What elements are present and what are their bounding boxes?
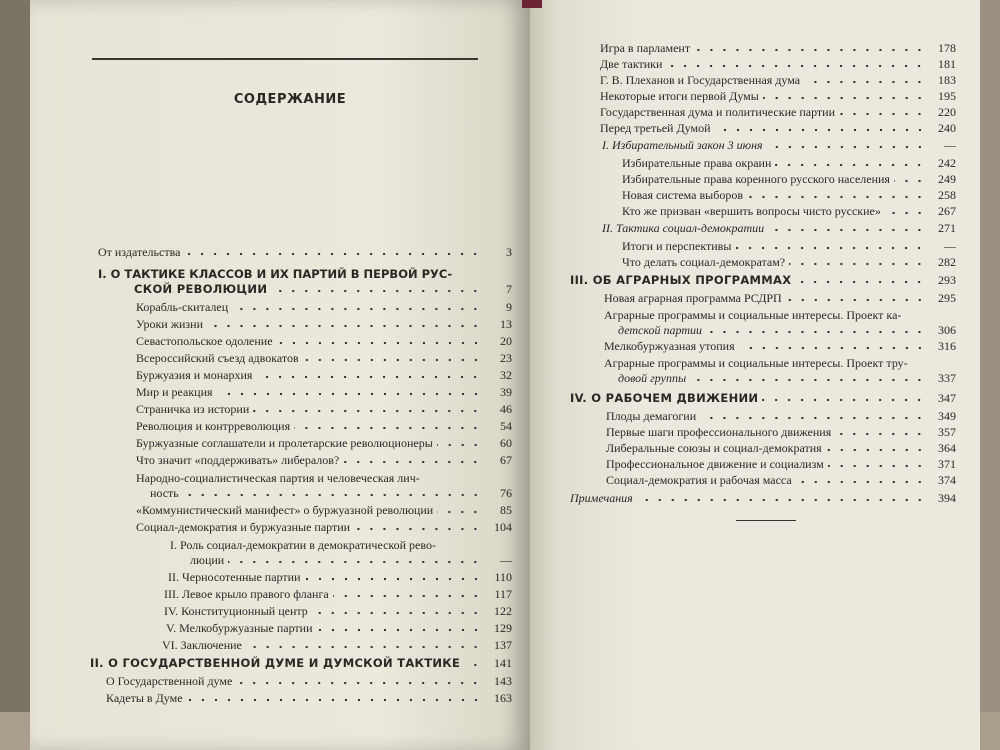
page-title: СОДЕРЖАНИЕ bbox=[233, 92, 347, 107]
toc-entry: Кто же призван «вершить вопросы чисто русские» 267 bbox=[622, 204, 956, 218]
toc-entry: Примечания 394 bbox=[570, 491, 956, 505]
toc-entry: II. Тактика социал-демократии 271 bbox=[602, 221, 956, 235]
toc-entry: VI. Заключение 137 bbox=[162, 638, 512, 652]
toc-entry: Плоды демагогии 349 bbox=[606, 409, 956, 423]
toc-entry: Что делать социал-демократам? 282 bbox=[622, 255, 956, 269]
toc-entry: IV. Конституционный центр 122 bbox=[164, 604, 512, 618]
book-cover-edge bbox=[980, 0, 1000, 750]
end-rule bbox=[736, 520, 796, 521]
toc-entry: Первые шаги профессионального движения 357 bbox=[606, 425, 956, 439]
toc-entry: Всероссийский съезд адвокатов 23 bbox=[136, 351, 512, 365]
toc-entry: Страничка из истории 46 bbox=[136, 402, 512, 416]
toc-entry-line: Народно-социалистическая партия и человеческая лич- bbox=[136, 471, 420, 485]
toc-entry: Уроки жизни 13 bbox=[136, 317, 512, 331]
toc-entry: V. Мелкобуржуазные партии 129 bbox=[166, 621, 512, 635]
toc-entry: Буржуазия и монархия 32 bbox=[136, 368, 512, 382]
toc-entry: Корабль-скиталец 9 bbox=[136, 300, 512, 314]
right-page bbox=[530, 0, 980, 750]
toc-section: III. ОБ АГРАРНЫХ ПРОГРАММАХ 293 bbox=[570, 273, 956, 287]
toc-entry: От издательства 3 bbox=[98, 245, 512, 259]
toc-entry: Мир и реакция 39 bbox=[136, 385, 512, 399]
toc-entry: О Государственной думе 143 bbox=[106, 674, 512, 688]
toc-entry: III. Левое крыло правого фланга 117 bbox=[164, 587, 512, 601]
toc-section: IV. О РАБОЧЕМ ДВИЖЕНИИ 347 bbox=[570, 391, 956, 405]
toc-entry-line: Аграрные программы и социальные интересы. Проект тру- bbox=[604, 356, 908, 370]
toc-section-line: I. О ТАКТИКЕ КЛАССОВ И ИХ ПАРТИЙ В ПЕРВОЙ РУС- bbox=[98, 267, 453, 281]
toc-entry: Игра в парламент 178 bbox=[600, 41, 956, 55]
toc-section: II. О ГОСУДАРСТВЕННОЙ ДУМЕ И ДУМСКОЙ ТАКТИКЕ 141 bbox=[90, 656, 512, 670]
toc-entry: Две тактики 181 bbox=[600, 57, 956, 71]
toc-entry: «Коммунистический манифест» о буржуазной революции 85 bbox=[136, 503, 512, 517]
toc-entry: Революция и контрреволюция 54 bbox=[136, 419, 512, 433]
toc-entry-line: I. Роль социал-демократии в демократической рево- bbox=[170, 538, 436, 552]
toc-entry: Профессиональное движение и социализм 371 bbox=[606, 457, 956, 471]
toc-entry-line: Аграрные программы и социальные интересы. Проект ка- bbox=[604, 308, 902, 322]
toc-entry: II. Черносотенные партии 110 bbox=[168, 570, 512, 584]
toc-entry: Мелкобуржуазная утопия 316 bbox=[604, 339, 956, 353]
toc-entry: Избирательные права окраин 242 bbox=[622, 156, 956, 170]
toc-entry: Севастопольское одоление 20 bbox=[136, 334, 512, 348]
bookmark-ribbon bbox=[522, 0, 542, 8]
toc-entry: Новая система выборов 258 bbox=[622, 188, 956, 202]
toc-entry: Социал-демократия и рабочая масса 374 bbox=[606, 473, 956, 487]
toc-entry: Некоторые итоги первой Думы 195 bbox=[600, 89, 956, 103]
toc-entry: Перед третьей Думой 240 bbox=[600, 121, 956, 135]
toc-entry: ность 76 bbox=[150, 486, 512, 500]
toc-entry: Г. В. Плеханов и Государственная дума 183 bbox=[600, 73, 956, 87]
toc-entry: довой группы 337 bbox=[618, 371, 956, 385]
toc-entry: Избирательные права коренного русского населения 249 bbox=[622, 172, 956, 186]
toc-entry: Социал-демократия и буржуазные партии 104 bbox=[136, 520, 512, 534]
watermark: www.ay.by bbox=[890, 726, 943, 737]
toc-entry: люции — bbox=[190, 553, 512, 567]
toc-section: СКОЙ РЕВОЛЮЦИИ 7 bbox=[134, 282, 512, 296]
header-rule bbox=[92, 58, 478, 60]
left-page bbox=[30, 0, 530, 750]
toc-entry: Кадеты в Думе 163 bbox=[106, 691, 512, 705]
toc-entry: Буржуазные соглашатели и пролетарские революционеры 60 bbox=[136, 436, 512, 450]
toc-entry: I. Избирательный закон 3 июня — bbox=[602, 138, 956, 152]
toc-entry: Что значит «поддерживать» либералов? 67 bbox=[136, 453, 512, 467]
toc-entry: Государственная дума и политические партии 220 bbox=[600, 105, 956, 119]
toc-entry: детской партии 306 bbox=[618, 323, 956, 337]
toc-entry: Итоги и перспективы — bbox=[622, 239, 956, 253]
toc-entry: Либеральные союзы и социал-демократия 364 bbox=[606, 441, 956, 455]
toc-entry: Новая аграрная программа РСДРП 295 bbox=[604, 291, 956, 305]
